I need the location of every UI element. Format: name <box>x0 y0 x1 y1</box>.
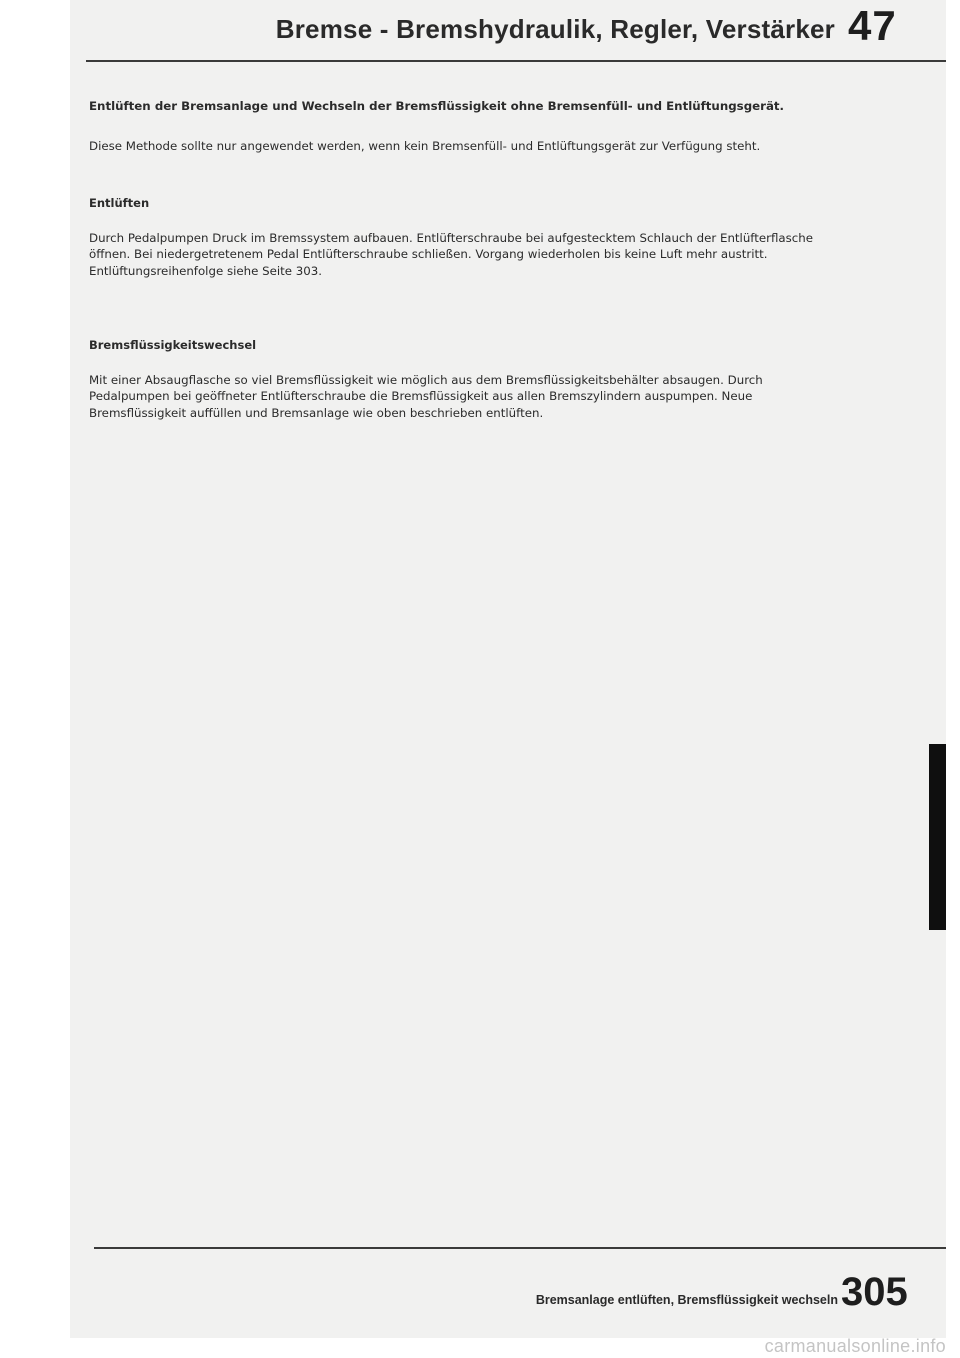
bleed-heading: Entlüften <box>89 196 150 210</box>
page-margin <box>0 0 70 1338</box>
intro-paragraph: Diese Methode sollte nur angewendet werden, wenn kein Bremsenfüll- und Entlüftungsgerät zur Verfügung steht. <box>89 139 761 153</box>
fluid-change-paragraph: Mit einer Absaugflasche so viel Bremsflüssigkeit wie möglich aus dem Bremsflüssigkeitsbehälter absaugen. Durch Pedalpumpen bei geöffneter Entlüfterschraube die Bremsflüssigkeit aus allen Bremszylindern auspumpen. Neue Bremsflüssigkeit auffüllen und Bremsanlage wie oben beschrieben entlüften. <box>89 373 763 420</box>
watermark: carmanualsonline.info <box>764 1336 946 1356</box>
footer-caption: Bremsanlage entlüften, Bremsflüssigkeit wechseln <box>535 1293 838 1307</box>
page-header-title: Bremse - Bremshydraulik, Regler, Verstärker <box>275 14 835 44</box>
page-number: 305 <box>841 1270 908 1314</box>
chapter-number: 47 <box>848 2 897 49</box>
footer-rule <box>94 1247 946 1249</box>
header-rule <box>86 60 946 62</box>
fluid-change-heading: Bremsflüssigkeitswechsel <box>89 338 257 352</box>
bleed-paragraph: Durch Pedalpumpen Druck im Bremssystem aufbauen. Entlüfterschraube bei aufgestecktem Schlauch der Entlüfterflasche öffnen. Bei niedergetretenem Pedal Entlüfterschraube schließen. Vorgang wiederholen bis keine Luft mehr austritt. Entlüftungsreihenfolge siehe Seite 303. <box>89 231 814 278</box>
chapter-tab-marker <box>929 744 946 930</box>
intro-heading: Entlüften der Bremsanlage und Wechseln der Bremsflüssigkeit ohne Bremsenfüll- und Entlüftungsgerät. <box>89 99 785 113</box>
